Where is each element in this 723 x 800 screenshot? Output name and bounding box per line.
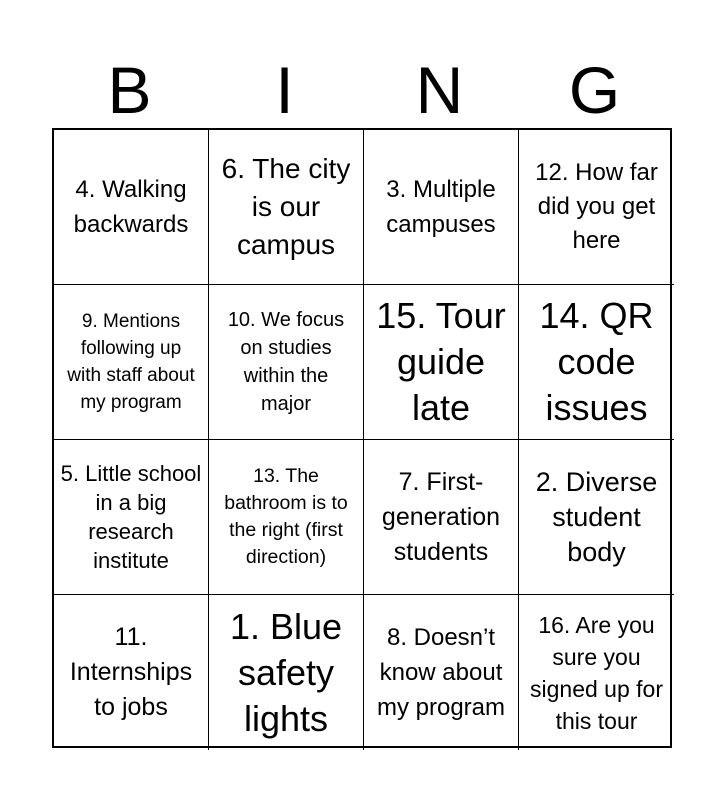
bingo-cell[interactable]: 5. Little school in a big research institute: [54, 440, 209, 595]
bingo-cell[interactable]: 7. First-generation students: [364, 440, 519, 595]
header-letter-g: G: [568, 53, 621, 127]
header-letter-n: N: [415, 53, 464, 127]
bingo-cell[interactable]: 1. Blue safety lights: [209, 595, 364, 750]
bingo-board: [52, 128, 672, 748]
bingo-cell[interactable]: 16. Are you sure you signed up for this tour: [530, 611, 663, 734]
bingo-cell[interactable]: 10. We focus on studies within the major: [209, 285, 364, 440]
bingo-header: [52, 52, 672, 128]
bingo-cell[interactable]: 14. QR code issues: [519, 285, 674, 440]
bingo-cell[interactable]: 15. Tour guide late: [364, 285, 519, 440]
header-letter-b: B: [107, 53, 152, 127]
bingo-cell[interactable]: 2. Diverse student body: [519, 440, 674, 595]
bingo-cell[interactable]: 3. Multiple campuses: [364, 130, 519, 285]
bingo-cell[interactable]: 11. Internships to jobs: [54, 595, 209, 750]
bingo-cell[interactable]: 12. How far did you get here: [519, 130, 674, 285]
bingo-cell[interactable]: 8. Doesn’t know about my program: [364, 595, 519, 750]
bingo-cell[interactable]: 9. Mentions following up with staff about my program: [54, 285, 209, 440]
bingo-cell[interactable]: 4. Walking backwards: [54, 130, 209, 285]
bingo-cell[interactable]: 13. The bathroom is to the right (first direction): [209, 440, 364, 595]
bingo-cell[interactable]: 6. The city is our campus: [209, 130, 364, 285]
header-letter-i: I: [275, 53, 294, 127]
